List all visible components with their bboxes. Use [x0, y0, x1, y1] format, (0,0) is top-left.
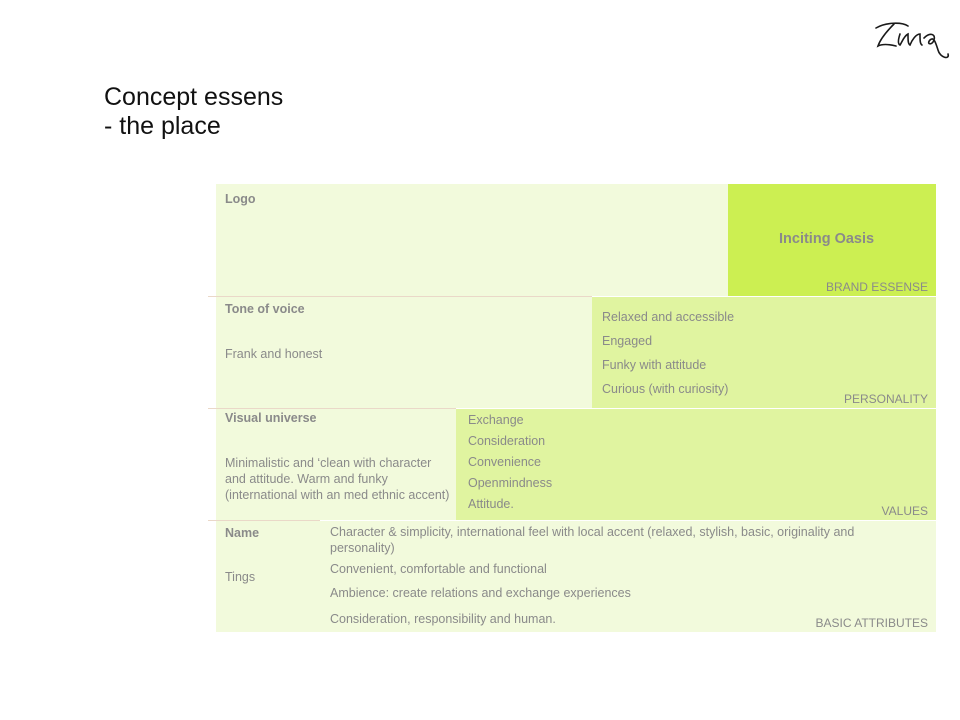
values-item: Exchange — [468, 413, 524, 427]
brand-essence-panel — [728, 184, 936, 296]
values-item: Openmindness — [468, 476, 553, 490]
attribute-item: Character & simplicity, international feel with local accent (relaxed, stylish, basic, originality and personality) — [330, 525, 855, 555]
values-item: Attitude. — [468, 497, 514, 511]
personality-item: Curious (with curiosity) — [602, 382, 729, 396]
values-tag: VALUES — [881, 504, 928, 518]
personality-panel — [592, 297, 936, 408]
personality-tag: PERSONALITY — [843, 392, 928, 406]
tone-of-voice-text: Frank and honest — [225, 347, 323, 361]
slide-title — [104, 83, 283, 141]
visual-universe-text: Minimalistic and ‘clean with character and attitude. Warm and funky (international with an med ethnic accent) — [225, 456, 450, 502]
tone-of-voice-panel — [216, 297, 592, 408]
brand-essence-value: Inciting Oasis — [779, 231, 875, 247]
personality-list — [602, 306, 734, 402]
attribute-item: Convenient, comfortable and functional — [330, 562, 547, 576]
values-panel — [456, 409, 936, 520]
logo-panel — [216, 184, 728, 296]
visual-universe-panel — [216, 409, 456, 520]
basic-attributes-tag: BASIC ATTRIBUTES — [815, 616, 928, 630]
values-item: Consideration — [468, 434, 546, 448]
visual-universe-heading: Visual universe — [225, 411, 317, 425]
brand-essence-tag: BRAND ESSENSE — [825, 280, 928, 294]
personality-item: Funky with attitude — [602, 358, 707, 372]
personality-item: Relaxed and accessible — [602, 310, 735, 324]
name-text: Tings — [225, 570, 256, 584]
slide-title-line2: - the place — [104, 112, 221, 140]
tings-signature-logo — [872, 18, 952, 62]
name-heading: Name — [225, 526, 260, 540]
personality-item: Engaged — [602, 334, 653, 348]
values-item: Convenience — [468, 455, 541, 469]
attribute-item: Ambience: create relations and exchange experiences — [330, 586, 631, 600]
attribute-item: Consideration, responsibility and human. — [330, 612, 556, 626]
basic-attributes-panel — [320, 521, 936, 632]
values-list — [468, 410, 552, 515]
name-panel — [216, 521, 320, 632]
slide-title-line1: Concept essens — [104, 83, 284, 111]
logo-heading: Logo — [225, 192, 256, 206]
tone-of-voice-heading: Tone of voice — [225, 302, 305, 316]
